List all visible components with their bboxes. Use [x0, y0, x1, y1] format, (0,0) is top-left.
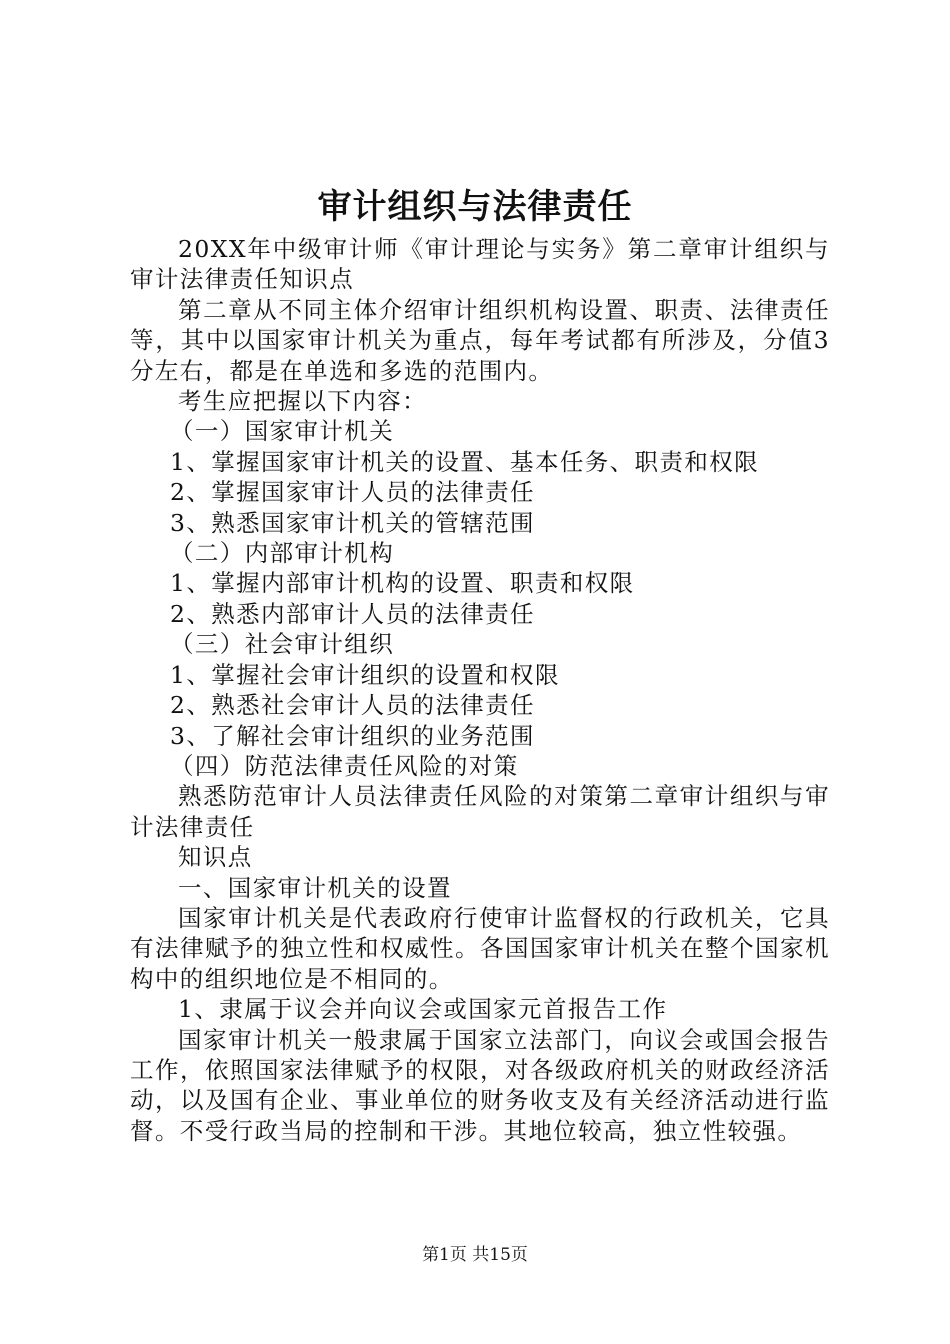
list-item: 3、熟悉国家审计机关的管辖范围 [170, 508, 535, 537]
paragraph: 熟悉防范审计人员法律责任风险的对策第二章审计组织与审计法律责任 [130, 782, 830, 841]
page-footer: 第1页 共15页 [422, 1245, 528, 1265]
section-heading: （二）内部审计机构 [170, 539, 395, 568]
paragraph: 国家审计机关是代表政府行使审计监督权的行政机关，它具有法律赋予的独立性和权威性。各国国家审计机关在整个国家机构中的组织地位是不相同的。 [130, 903, 830, 993]
list-item: 2、熟悉社会审计人员的法律责任 [170, 691, 535, 720]
paragraph: 国家审计机关一般隶属于国家立法部门，向议会或国会报告工作，依照国家法律赋予的权限，对各级政府机关的财政经济活动，以及国有企业、事业单位的财务收支及有关经济活动进行监督。不受行政当局的控制和干涉。其地位较高，独立性较强。 [130, 1025, 830, 1145]
page-title: 审计组织与法律责任 [317, 187, 633, 227]
list-item: 3、了解社会审计组织的业务范围 [170, 721, 535, 750]
document-body [130, 234, 830, 1146]
paragraph: 知识点 [178, 843, 253, 872]
paragraph: 考生应把握以下内容： [178, 387, 427, 416]
section-heading: （三）社会审计组织 [170, 630, 395, 659]
paragraph: 一、国家审计机关的设置 [178, 873, 452, 902]
list-item: 2、掌握国家审计人员的法律责任 [170, 478, 535, 507]
paragraph: 第二章从不同主体介绍审计组织机构设置、职责、法律责任等，其中以国家审计机关为重点，每年考试都有所涉及，分值3分左右，都是在单选和多选的范围内。 [130, 295, 830, 385]
list-item: 1、掌握社会审计组织的设置和权限 [170, 660, 560, 689]
paragraph: 1、隶属于议会并向议会或国家元首报告工作 [178, 995, 668, 1024]
section-heading: （一）国家审计机关 [170, 417, 395, 446]
list-item: 1、掌握内部审计机构的设置、职责和权限 [170, 569, 635, 598]
paragraph: 20XX年中级审计师《审计理论与实务》第二章审计组织与审计法律责任知识点 [130, 235, 830, 294]
list-item: 1、掌握国家审计机关的设置、基本任务、职责和权限 [170, 447, 760, 476]
section-heading: （四）防范法律责任风险的对策 [170, 751, 519, 780]
list-item: 2、熟悉内部审计人员的法律责任 [170, 599, 535, 628]
